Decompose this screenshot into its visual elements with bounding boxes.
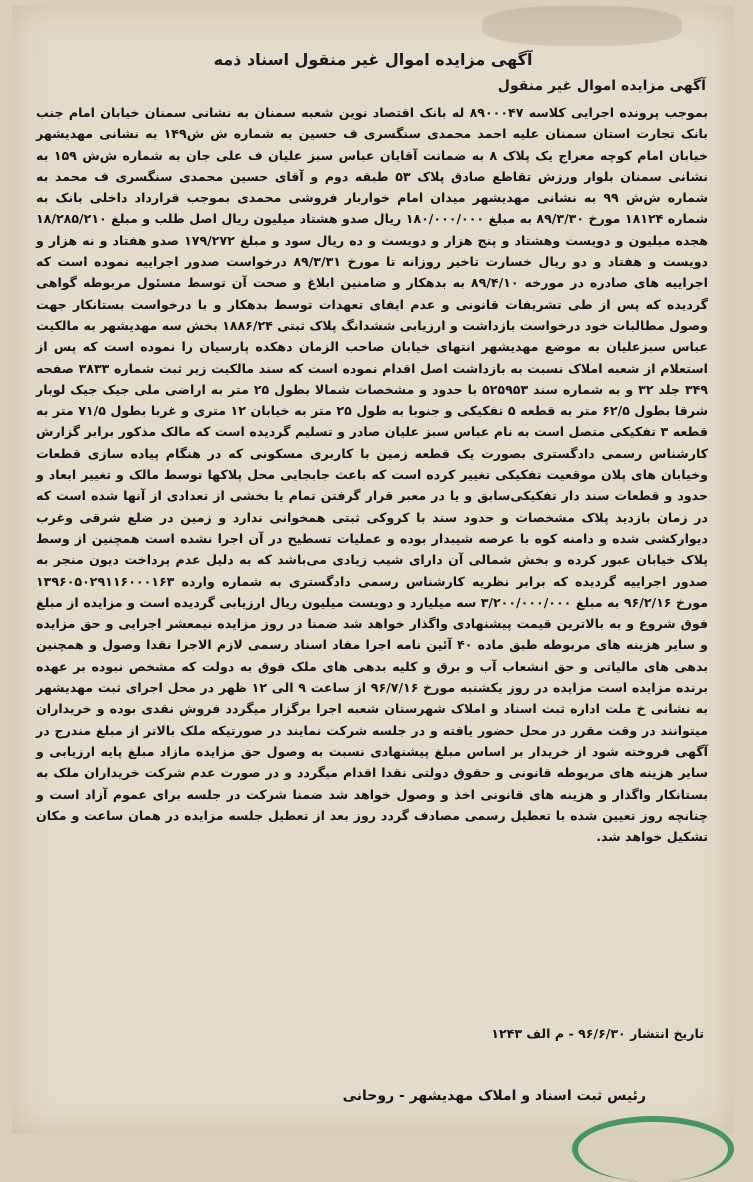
print-smudge — [482, 6, 682, 46]
newspaper-clipping — [12, 6, 734, 1134]
notice-title: آگهی مزایده اموال غیر منقول اسناد ذمه — [213, 50, 533, 69]
signature-line: رئیس ثبت اسناد و املاک مهدیشهر - روحانی — [342, 1088, 646, 1104]
green-stamp-mark — [572, 1116, 734, 1182]
publish-date: تاریخ انتشار ۹۶/۶/۳۰ - م الف ۱۲۴۳ — [491, 1026, 704, 1041]
notice-subtitle: آگهی مزایده اموال غیر منقول — [497, 78, 706, 94]
notice-body: بموجب پرونده اجرایی کلاسه ۸۹۰۰۰۴۷ له بانک اقتصاد نوین شعبه سمنان به نشانی سمنان خیابان امام جنب بانک تجارت استان سمنان علیه احمد محمدی سنگسری ف حسین به شماره ش ش۱۴۹ به نشانی مهدیشهر خیابان امام کوچه معراج یک پلاک ۸ به ضمانت آقایان عباس سبز علیان ف علی جان به شماره ش‌ش ۱۵۹ به نشانی سمنان بلوار ورزش تقاطع صادق پلاک ۵۳ طبقه دوم و آقای حسین محمدی سنگسری ف محمد به شماره ش‌ش ۹۹ به نشانی مهدیشهر میدان امام خواربار فروشی محمدی بموجب قرارداد داخلی بانک به شماره ۱۸۱۲۴ مورخ ۸۹/۳/۳۰ به مبلغ ۱۸۰/۰۰۰/۰۰۰ ریال صدو هشتاد میلیون ریال اصل طلب و مبلغ ۱۸/۲۸۵/۲۱۰ هجده میلیون و دویست وهشتاد و پنج هزار و دویست و ده ریال سود و مبلغ ۱۷۹/۲۷۲ صدو هفتاد و نه هزار و دویست و هفتاد و دو ریال خسارت تاخیر روزانه تا مورخ ۸۹/۳/۳۱ درخواست صدور اجراییه نموده است که اجراییه های صادره در مورخه ۸۹/۴/۱۰ به بدهکار و ضامنین ابلاغ و صحت آن توسط مسئول مربوطه گواهی گردیده که پس از طی تشریفات قانونی و عدم ایفای تعهدات توسط بدهکار و با درخواست بستانکار جهت وصول مطالبات خود درخواست بازداشت و ارزیابی ششدانگ پلاک ثبتی ۱۸۸۶/۲۴ بخش سه مهدیشهر به مالکیت عباس سبزعلیان به موضع مهدیشهر انتهای خیابان صاحب الزمان دهکده پارسیان را نموده است که پس از استعلام از شعبه املاک نسبت به بازداشت اصل اقدام نموده است که سند مالکیت زیر ثبت شماره ۳۸۳۳ صفحه ۳۴۹ جلد ۳۲ و به شماره سند ۵۲۵۹۵۳ با حدود و مشخصات شمالا بطول ۲۵ متر به اراضی ملی جیک جیک لوبار شرقا بطول ۶۲/۵ متر به قطعه ۵ تفکیکی و جنوبا به طول ۲۵ متر به خیابان ۱۲ متری و غربا بطول ۷۱/۵ متر به قطعه ۳ تفکیکی متصل است به نام عباس سبز علیان صادر و تسلیم گردیده است که مالک مذکور برابر گزارش کارشناس رسمی دادگستری بصورت یک قطعه زمین با کاربری مسکونی که در هنگام پیاده سازی قطعات وخیابان های پلان موقعیت تفکیکی تغییر کرده است که باعث جابجایی محل پلاکها توسط مالک و تغییر ابعاد و حدود و قطعات سند دار تفکیکی‌سابق و یا در معبر قرار گرفتن تمام یا بخشی از تعدادی از آنها شده است که در زمان بازدید پلاک مشخصات و حدود سند با کروکی ثبتی همخوانی ندارد و زمین در ضلع شرقی وغرب دیوارکشی شده و دامنه کوه با عرصه شیبدار بوده و عملیات تسطیح در آن اجرا نشده است همچنین از وسط پلاک خیابان عبور کرده و بخش شمالی آن دارای شیب زیادی می‌باشد که به دلیل عدم پرداخت دیون منجر به صدور اجراییه گردیده که برابر نظریه کارشناس رسمی دادگستری به شماره وارده ۱۳۹۶۰۵۰۲۹۱۱۶۰۰۰۱۶۳ مورخ ۹۶/۲/۱۶ به مبلغ ۳/۲۰۰/۰۰۰/۰۰۰ سه میلیارد و دویست میلیون ریال ارزیابی گردیده است و مزایده از مبلغ فوق شروع و به بالاترین قیمت پیشنهادی واگذار خواهد شد ضمنا در روز مزایده نیمعشر اجرایی و حق مزایده و سایر هزینه های مربوطه طبق ماده ۴۰ آئین نامه اجرا مفاد اسناد رسمی لازم الاجرا نقدا وصول و همچنین بدهی های مالیاتی و حق انشعاب آب و برق و کلیه بدهی های ملک فوق به دولت که مشخص نبوده بر عهده برنده مزایده است مزایده در روز یکشنبه مورخ ۹۶/۷/۱۶ از ساعت ۹ الی ۱۲ ظهر در محل اجرای ثبت مهدیشهر به نشانی خ ملت اداره ثبت اسناد و املاک شهرستان شعبه اجرا برگزار میگردد فروش نقدی بوده و خریداران میتوانند در وقت مقرر در محل حضور یافته و در جلسه شرکت نمایند در صورتیکه ملک بالاتر از مبلغ مندرج در آگهی فروخته شود از خریدار بر اساس مبلغ پیشنهادی نسبت به وصول حق مزایده مازاد مبلغ پایه ارزیابی و سایر هزینه های مربوطه قانونی و حقوق دولتی نقدا اقدام میگردد و در صورت عدم شرکت خریداران ملک به بستانکار واگذار و هزینه های قانونی اخذ و وصول خواهد شد ضمنا شرکت در جلسه برای عموم آزاد است و چنانچه روز تعیین شده با تعطیل رسمی مصادف گردد روز بعد از تعطیل جلسه مزایده در همان ساعت و مکان تشکیل خواهد شد. — [36, 105, 709, 845]
